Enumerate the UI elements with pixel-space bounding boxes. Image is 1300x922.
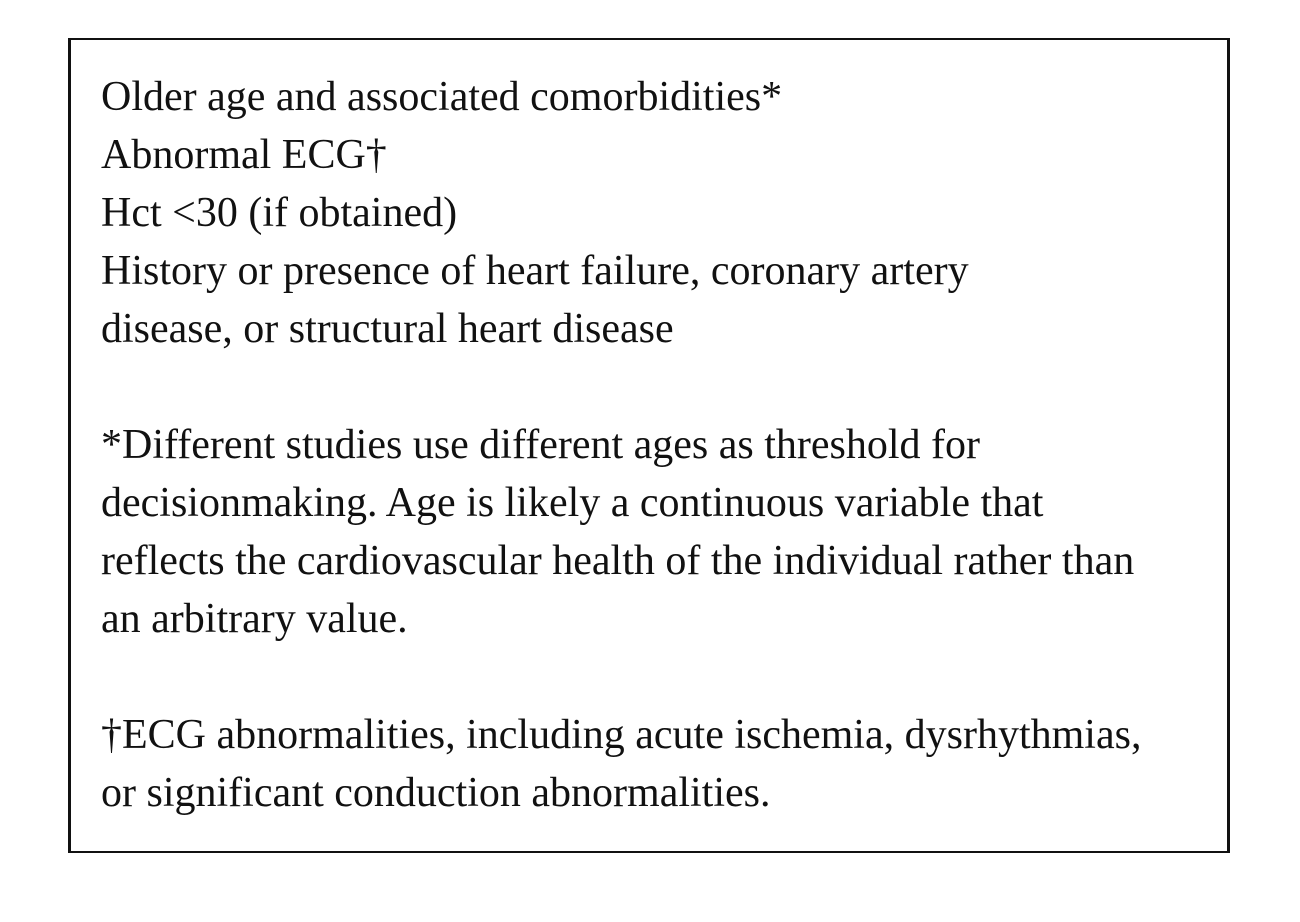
footnote-age: *Different studies use different ages as threshold for decisionmaking. Age is likely a continuous variable that reflects the cardiovascular health of the individual rather than an arbitrary value. (101, 422, 1135, 642)
footnote-ecg: †ECG abnormalities, including acute ischemia, dysrhythmias, or significant conduction abnormalities. (101, 712, 1142, 816)
spacer (101, 648, 1201, 706)
criterion-heart-history: History or presence of heart failure, coronary artery disease, or structural heart disease (101, 248, 969, 352)
criterion-abnormal-ecg: Abnormal ECG† (101, 132, 387, 178)
spacer (101, 358, 1201, 416)
criterion-hct: Hct <30 (if obtained) (101, 190, 458, 236)
criteria-content (101, 68, 1201, 822)
criterion-older-age: Older age and associated comorbidities* (101, 74, 783, 120)
criteria-box (68, 38, 1230, 853)
